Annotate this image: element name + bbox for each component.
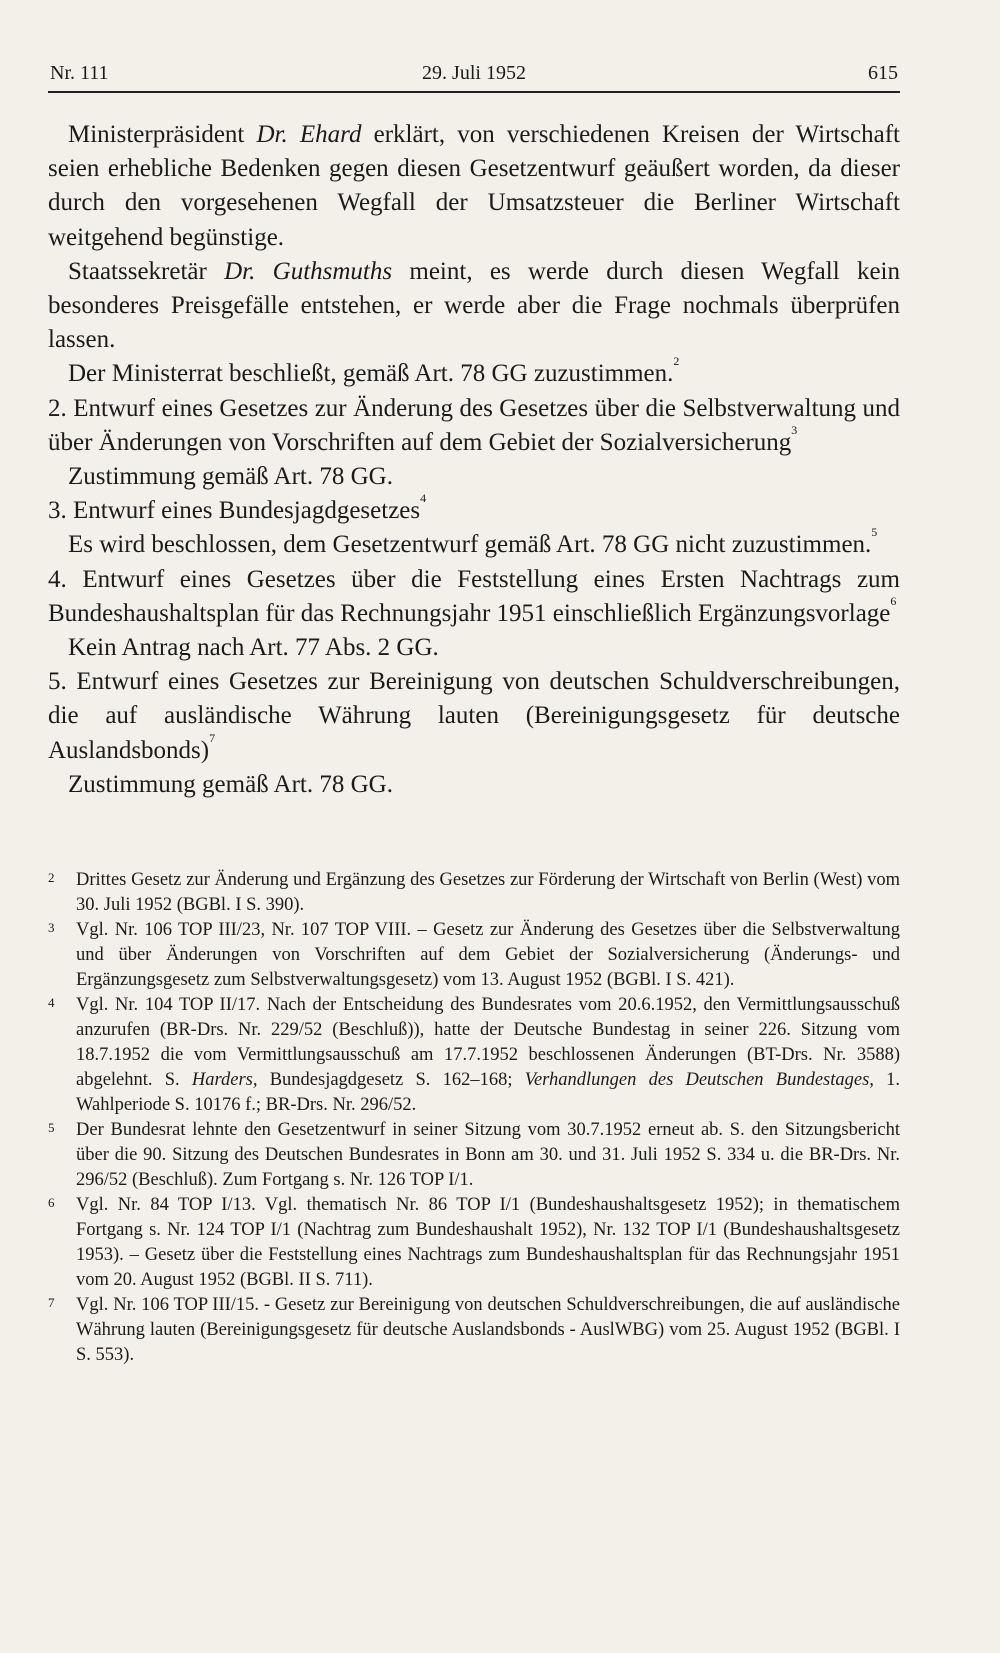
paragraph: Staatssekretär Dr. Guthsmuths meint, es werde durch diesen Wegfall kein besonderes Preisgefälle entstehen, er werde aber die Frage nochmals überprüfen lassen. [48,257,900,354]
footnote-text: Der Bundesrat lehnte den Gesetzentwurf in seiner Sitzung vom 30.7.1952 erneut ab. S. den Sitzungsbericht über die 90. Sitzung des Deutschen Bundesrates in Bonn am 30. und 31. Juli 1952 S. 334 u. die BR-Drs. Nr. 296/52 (Beschluß). Zum Fortgang s. Nr. 126 TOP I/1. [76,1120,900,1191]
footnote-number: 5 [48,1120,55,1136]
paragraph: Kein Antrag nach Art. 77 Abs. 2 GG. [68,634,439,662]
footnote-ref: 2 [673,354,680,369]
footnote-text: Vgl. Nr. 106 TOP III/15. - Gesetz zur Bereinigung von deutschen Schuldverschreibungen, die auf ausländische Währung lauten (Bereinigungsgesetz für deutsche Auslandsbonds - AuslWBG) vom 25. August 1952 (BGBl. I S. 553). [76,1295,900,1366]
footnote-text: Vgl. Nr. 104 TOP II/17. Nach der Entscheidung des Bundesrates vom 20.6.1952, den Vermittlungsausschuß anzurufen (BR-Drs. Nr. 229/52 (Beschluß)), hatte der Deutsche Bundestag in seiner 226. Sitzung vom 18.7.1952 die vom Vermittlungsausschuß am 17.7.1952 beschlossenen Änderungen (BT-Drs. Nr. 3588) abgelehnt. S. Harders, Bundesjagdgesetz S. 162–168; Verhandlungen des Deutschen Bundestages, 1. Wahlperiode S. 10176 f.; BR-Drs. Nr. 296/52. [76,995,901,1116]
footnote-ref: 3 [791,422,798,437]
footnote [48,1193,900,1293]
paragraph: Zustimmung gemäß Art. 78 GG. [68,770,393,798]
footnote-text: Drittes Gesetz zur Änderung und Ergänzung des Gesetzes zur Förderung der Wirtschaft von Berlin (West) vom 30. Juli 1952 (BGBl. I S. 390). [76,870,900,916]
agenda-item-heading: 3. Entwurf eines Bundesjagdgesetzes$^4$ [48,491,427,525]
footnotes [48,868,900,1368]
footnote-number: 6 [48,1195,55,1211]
main-text [48,118,900,802]
footnote [48,918,900,993]
agenda-item-heading: 2. Entwurf eines Gesetzes zur Änderung des Gesetzes über die Selbstverwaltung und über Änderungen von Vorschriften auf dem Gebiet der Sozialversicherung$^3$ [48,394,900,456]
paragraph: Der Ministerrat beschließt, gemäß Art. 78 GG zuzustimmen.$^2$ [68,354,680,388]
footnote [48,1118,900,1193]
footnote [48,868,900,918]
paragraph: Ministerpräsident Dr. Ehard erklärt, von verschiedenen Kreisen der Wirtschaft seien erhebliche Bedenken gegen diesen Gesetzentwurf geäußert worden, da dieser durch den vorgesehenen Wegfall der Umsatzsteuer die Berliner Wirtschaft weitgehend begünstige. [48,121,901,251]
footnote [48,993,900,1118]
footnote-number: 4 [48,995,55,1011]
footnote [48,1293,900,1368]
paragraph: Zustimmung gemäß Art. 78 GG. [68,463,393,491]
page-number: 615 [868,62,898,84]
footnote-number: 2 [48,870,55,886]
footnote-number: 3 [48,920,55,936]
paragraph: Es wird beschlossen, dem Gesetzentwurf gemäß Art. 78 GG nicht zuzustimmen.$^5$ [68,525,878,559]
running-header [48,62,900,93]
agenda-item-heading: 5. Entwurf eines Gesetzes zur Bereinigung von deutschen Schuldverschreibungen, die auf ausländische Währung lauten (Bereinigungsgesetz für deutsche Auslandsbonds)$^7$ [48,668,900,764]
footnote-text: Vgl. Nr. 106 TOP III/23, Nr. 107 TOP VIII. – Gesetz zur Änderung des Gesetzes über die Selbstverwaltung und über Änderungen von Vorschriften auf dem Gebiet der Sozialversicherung (Änderungs- und Ergänzungsgesetz zum Selbstverwaltungsgesetz) vom 13. August 1952 (BGBl. I S. 421). [76,920,900,991]
footnote-number: 7 [48,1295,55,1311]
header-date: 29. Juli 1952 [422,62,526,84]
footnote-text: Vgl. Nr. 84 TOP I/13. Vgl. thematisch Nr. 86 TOP I/1 (Bundeshaushaltsgesetz 1952); in thematischem Fortgang s. Nr. 124 TOP I/1 (Nachtrag zum Bundeshaushalt 1952), Nr. 132 TOP I/1 (Bundeshaushaltsgesetz 1953). – Gesetz über die Feststellung eines Nachtrags zum Bundeshaushaltsplan für das Rechnungsjahr 1951 vom 20. August 1952 (BGBl. II S. 711). [76,1195,900,1291]
agenda-item-heading: 4. Entwurf eines Gesetzes über die Feststellung eines Ersten Nachtrags zum Bundeshaushaltsplan für das Rechnungsjahr 1951 einschließlich Ergänzungsvorlage$^6$ [48,565,900,627]
footnote-ref: 7 [209,730,216,745]
footnote-ref: 4 [420,491,427,506]
footnote-ref: 5 [871,525,878,540]
document-number: Nr. 111 [50,62,109,84]
footnote-ref: 6 [890,593,897,608]
